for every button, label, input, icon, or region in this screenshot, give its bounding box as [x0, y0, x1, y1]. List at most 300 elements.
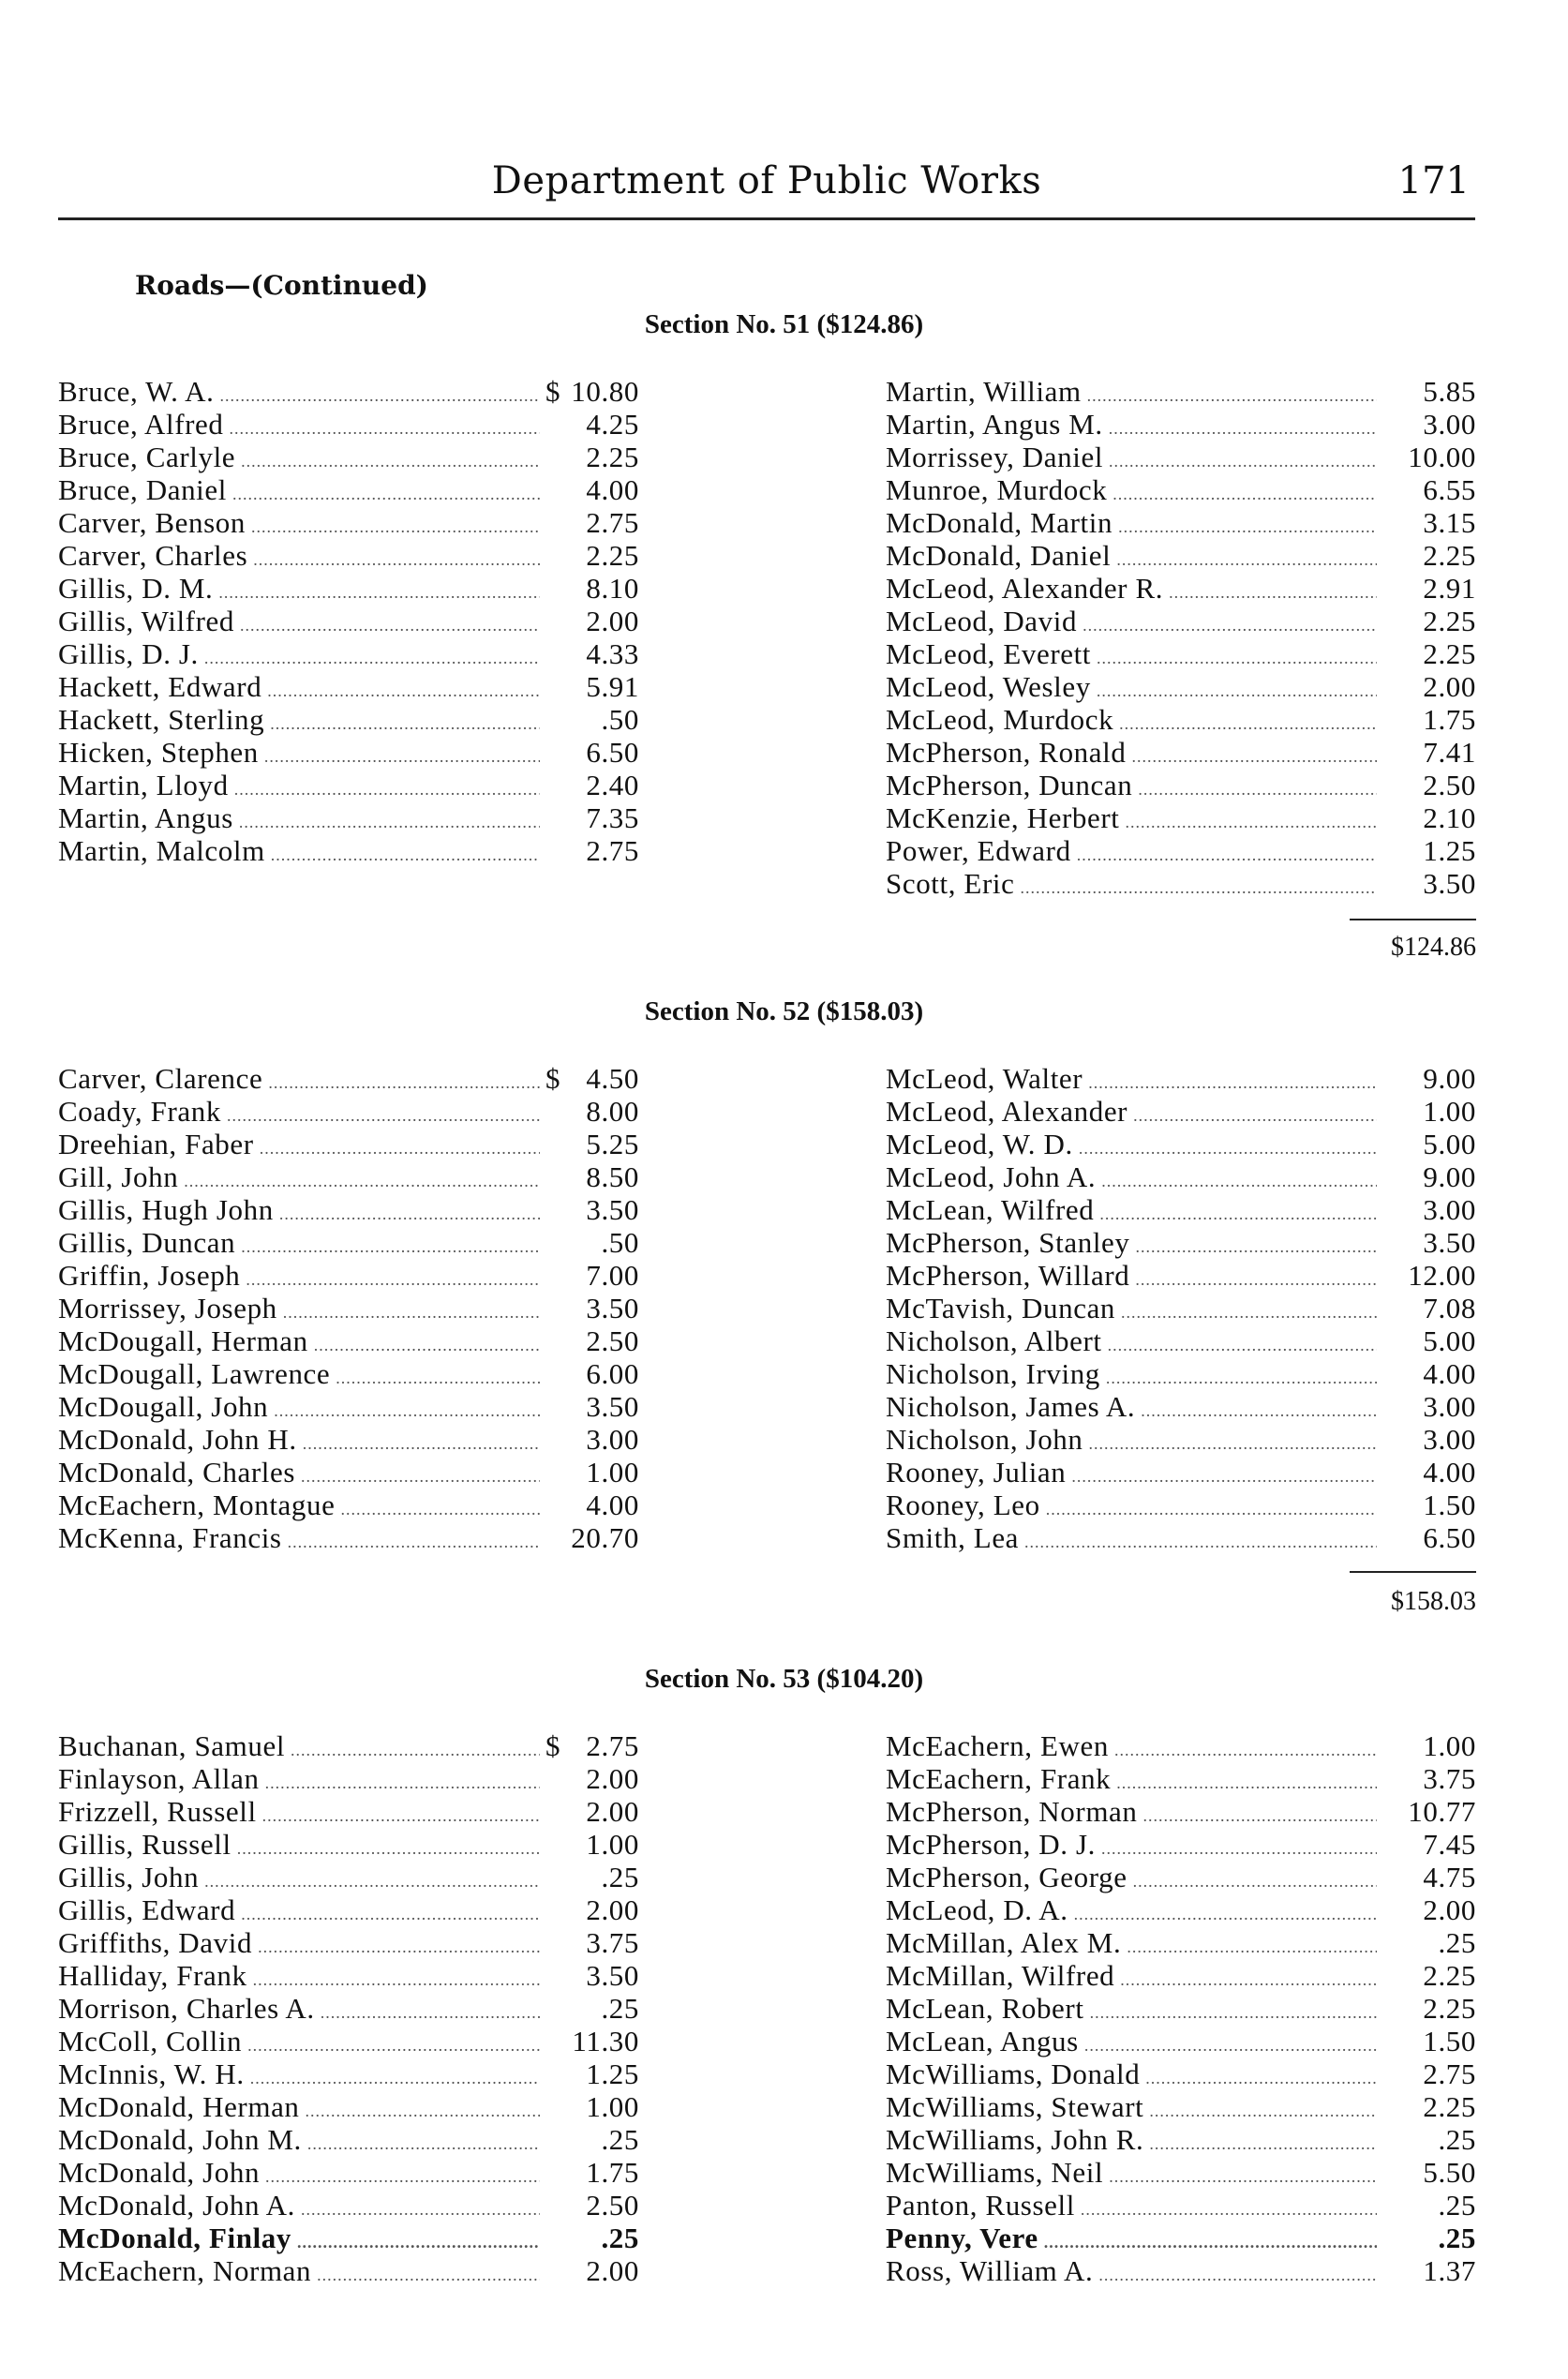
list-item [886, 572, 1476, 605]
leader-dots [1098, 2266, 1377, 2285]
payee-name: Rooney, Leo [886, 1489, 1040, 1521]
leader-dots [340, 1500, 540, 1519]
list-item [886, 1062, 1476, 1095]
amount: 4.00 [1423, 1357, 1476, 1390]
leader-dots [283, 1303, 540, 1323]
amount: 3.00 [1423, 408, 1476, 441]
roads-continued-label: Roads—(Continued) [135, 270, 428, 301]
amount: 3.50 [1423, 867, 1476, 900]
payee-name: Panton, Russell [886, 2189, 1075, 2222]
payee-name: Scott, Eric [886, 867, 1015, 900]
payee-name: Hackett, Edward [58, 670, 262, 703]
payee-name: Smith, Lea [886, 1521, 1020, 1554]
list-item [58, 1992, 639, 2025]
payee-name: Martin, William [886, 375, 1082, 408]
amount: 1.00 [1423, 1095, 1476, 1128]
amount: 2.75 [586, 506, 639, 539]
list-item [58, 2025, 639, 2057]
payee-name: McEachern, Montague [58, 1489, 336, 1521]
leader-dots [1121, 1303, 1377, 1323]
leader-dots [1136, 1237, 1378, 1257]
amount: 1.00 [586, 2090, 639, 2123]
amount: .25 [601, 1861, 639, 1893]
amount: .25 [1438, 2222, 1476, 2254]
payee-name: Bruce, Daniel [58, 473, 227, 506]
currency-sign: $ [545, 1062, 561, 1095]
payee-name: McKenzie, Herbert [886, 801, 1120, 834]
amount: 2.75 [586, 1729, 639, 1762]
list-item [886, 2254, 1476, 2287]
leader-dots [1044, 2233, 1377, 2252]
leader-dots [241, 1237, 540, 1257]
list-item [886, 2222, 1476, 2254]
list-item [58, 1160, 639, 1193]
payee-name: Martin, Lloyd [58, 769, 229, 801]
list-item [58, 1456, 639, 1489]
leader-dots [1089, 1434, 1378, 1454]
leader-dots [1046, 1500, 1377, 1519]
payee-name: McDonald, Finlay [58, 2222, 292, 2254]
list-item [886, 769, 1476, 801]
payee-name: McLeod, David [886, 605, 1078, 637]
amount: 3.00 [1423, 1193, 1476, 1226]
payee-name: McLeod, Alexander R. [886, 572, 1164, 605]
payee-name: Carver, Benson [58, 506, 246, 539]
amount: 6.50 [586, 736, 639, 769]
leader-dots [279, 1204, 540, 1224]
payee-name: Nicholson, John [886, 1423, 1083, 1456]
leader-dots [1097, 649, 1377, 668]
amount: 3.50 [586, 1292, 639, 1324]
amount: 2.00 [586, 1762, 639, 1795]
amount: 11.30 [572, 2025, 639, 2057]
amount: 8.10 [586, 572, 639, 605]
amount: 1.00 [1423, 1729, 1476, 1762]
list-item [58, 2189, 639, 2222]
amount: 6.00 [586, 1357, 639, 1390]
payee-name: McLean, Robert [886, 1992, 1084, 2025]
payee-name: McLeod, John A. [886, 1160, 1097, 1193]
leader-dots [234, 780, 540, 800]
amount: 20.70 [571, 1521, 639, 1554]
leader-dots [184, 1172, 540, 1191]
list-item [58, 1390, 639, 1423]
leader-dots [265, 1773, 540, 1793]
amount: 2.25 [1423, 605, 1476, 637]
list-item [886, 539, 1476, 572]
leader-dots [1077, 845, 1377, 865]
amount: .25 [601, 2123, 639, 2156]
list-item [886, 1423, 1476, 1456]
payee-name: McLeod, W. D. [886, 1128, 1073, 1160]
list-item [886, 637, 1476, 670]
payee-name: McLeod, Everett [886, 637, 1092, 670]
list-item [58, 572, 639, 605]
list-item [886, 1992, 1476, 2025]
leader-dots [270, 714, 540, 734]
amount: 4.00 [586, 473, 639, 506]
amount: 2.50 [586, 2189, 639, 2222]
leader-dots [204, 1872, 540, 1892]
amount: 5.91 [586, 670, 639, 703]
leader-dots [288, 1533, 540, 1552]
payee-name: McLean, Angus [886, 2025, 1079, 2057]
payee-name: Gillis, Edward [58, 1893, 236, 1926]
amount: 10.80 [571, 375, 639, 408]
leader-dots [258, 1938, 540, 1957]
amount: 5.00 [1423, 1128, 1476, 1160]
right-column [886, 1062, 1476, 1554]
list-item [886, 2090, 1476, 2123]
payee-name: Griffin, Joseph [58, 1259, 241, 1292]
total-rule [1350, 919, 1476, 920]
leader-dots [1074, 1905, 1377, 1924]
amount: 4.33 [586, 637, 639, 670]
payee-name: Frizzell, Russell [58, 1795, 257, 1828]
list-item [886, 605, 1476, 637]
list-item [886, 1861, 1476, 1893]
list-item [886, 1324, 1476, 1357]
amount: 2.00 [586, 1893, 639, 1926]
leader-dots [321, 2003, 540, 2023]
list-item [58, 1861, 639, 1893]
list-item [886, 441, 1476, 473]
leader-dots [1113, 485, 1377, 504]
list-item [886, 1729, 1476, 1762]
leader-dots [274, 1401, 540, 1421]
payee-name: Morrissey, Joseph [58, 1292, 277, 1324]
payee-name: Gillis, John [58, 1861, 200, 1893]
payee-name: Martin, Angus [58, 801, 233, 834]
list-item [58, 801, 639, 834]
list-item [886, 473, 1476, 506]
list-item [886, 1357, 1476, 1390]
leader-dots [218, 583, 540, 603]
leader-dots [1099, 1204, 1377, 1224]
list-item [58, 736, 639, 769]
payee-name: McDonald, Daniel [886, 539, 1112, 572]
amount: 2.00 [586, 1795, 639, 1828]
list-item [886, 408, 1476, 441]
list-item [58, 1828, 639, 1861]
payee-name: McEachern, Ewen [886, 1729, 1109, 1762]
amount: .25 [1438, 2189, 1476, 2222]
section-title: Section No. 52 ($158.03) [644, 996, 924, 1026]
list-item [886, 801, 1476, 834]
leader-dots [1081, 2200, 1377, 2220]
leader-dots [1131, 747, 1377, 767]
list-item [58, 1128, 639, 1160]
payee-name: Bruce, Alfred [58, 408, 224, 441]
amount: 7.45 [1423, 1828, 1476, 1861]
list-item [58, 408, 639, 441]
payee-name: Nicholson, James A. [886, 1390, 1136, 1423]
payee-name: McEachern, Norman [58, 2254, 312, 2287]
payee-name: McTavish, Duncan [886, 1292, 1116, 1324]
list-item [58, 1259, 639, 1292]
amount: 2.25 [1423, 2090, 1476, 2123]
leader-dots [1133, 1106, 1377, 1126]
amount: 2.10 [1423, 801, 1476, 834]
payee-name: McLeod, Wesley [886, 670, 1091, 703]
list-item [58, 1729, 639, 1762]
payee-name: McDougall, John [58, 1390, 269, 1423]
amount: 7.08 [1423, 1292, 1476, 1324]
leader-dots [1143, 1806, 1378, 1826]
amount: 9.00 [1423, 1062, 1476, 1095]
leader-dots [1087, 386, 1377, 406]
payee-name: McDonald, John M. [58, 2123, 302, 2156]
amount: 8.00 [586, 1095, 639, 1128]
leader-dots [265, 2167, 540, 2187]
leader-dots [247, 2036, 540, 2056]
amount: 4.50 [586, 1062, 639, 1095]
section-title: Section No. 53 ($104.20) [644, 1664, 924, 1694]
leader-dots [314, 1336, 540, 1355]
leader-dots [1141, 1401, 1377, 1421]
list-item [886, 1795, 1476, 1828]
payee-name: Hackett, Sterling [58, 703, 265, 736]
leader-dots [264, 747, 540, 767]
leader-dots [262, 1806, 540, 1826]
list-item [58, 834, 639, 867]
payee-name: McDonald, John [58, 2156, 261, 2189]
amount: 5.85 [1423, 375, 1476, 408]
leader-dots [1101, 1172, 1377, 1191]
payee-name: Rooney, Julian [886, 1456, 1067, 1489]
payee-name: Morrissey, Daniel [886, 441, 1104, 473]
list-item [886, 1292, 1476, 1324]
list-item [58, 1226, 639, 1259]
amount: 2.25 [586, 441, 639, 473]
payee-name: Bruce, Carlyle [58, 441, 236, 473]
payee-name: Carver, Charles [58, 539, 248, 572]
payee-name: Finlayson, Allan [58, 1762, 260, 1795]
payee-name: McDonald, Charles [58, 1456, 295, 1489]
payee-name: Griffiths, David [58, 1926, 253, 1959]
payee-name: McInnis, W. H. [58, 2057, 245, 2090]
amount: 1.00 [586, 1456, 639, 1489]
leader-dots [239, 813, 540, 832]
list-item [886, 1828, 1476, 1861]
amount: 2.00 [586, 2254, 639, 2287]
leader-dots [220, 386, 541, 406]
amount: 5.00 [1423, 1324, 1476, 1357]
amount: 2.25 [1423, 1992, 1476, 2025]
list-item [58, 539, 639, 572]
leader-dots [1125, 813, 1377, 832]
list-item [58, 1095, 639, 1128]
list-item [886, 1160, 1476, 1193]
leader-dots [1135, 1270, 1377, 1290]
list-item [58, 1357, 639, 1390]
payee-name: McDonald, John H. [58, 1423, 297, 1456]
payee-name: Bruce, W. A. [58, 375, 215, 408]
payee-name: Ross, William A. [886, 2254, 1094, 2287]
leader-dots [267, 681, 540, 701]
list-item [58, 769, 639, 801]
list-item [58, 1423, 639, 1456]
amount: 2.50 [1423, 769, 1476, 801]
list-item [58, 637, 639, 670]
payee-name: Morrison, Charles A. [58, 1992, 315, 2025]
leader-dots [246, 1270, 540, 1290]
amount: 10.77 [1408, 1795, 1476, 1828]
leader-dots [1149, 2102, 1377, 2121]
amount: 1.25 [586, 2057, 639, 2090]
list-item [886, 1521, 1476, 1554]
page-title: Department of Public Works [491, 159, 1042, 202]
leader-dots [204, 649, 540, 668]
payee-name: McPherson, Duncan [886, 769, 1133, 801]
amount: 4.25 [586, 408, 639, 441]
amount: 1.00 [586, 1828, 639, 1861]
left-column [58, 375, 639, 867]
list-item [886, 2057, 1476, 2090]
list-item [58, 2090, 639, 2123]
list-item [58, 2222, 639, 2254]
amount: 2.00 [1423, 1893, 1476, 1926]
left-column [58, 1062, 639, 1554]
list-item [886, 1390, 1476, 1423]
list-item [886, 1095, 1476, 1128]
payee-name: McMillan, Alex M. [886, 1926, 1122, 1959]
payee-name: Coady, Frank [58, 1095, 221, 1128]
amount: 7.41 [1423, 736, 1476, 769]
amount: 3.50 [586, 1959, 639, 1992]
leader-dots [1116, 1773, 1377, 1793]
leader-dots [232, 485, 540, 504]
payee-name: McLeod, Murdock [886, 703, 1114, 736]
list-item [58, 506, 639, 539]
leader-dots [1088, 1073, 1377, 1093]
amount: 1.37 [1423, 2254, 1476, 2287]
leader-dots [1138, 780, 1377, 800]
leader-dots [241, 452, 540, 471]
list-item [886, 834, 1476, 867]
leader-dots [1120, 1970, 1377, 1990]
amount: 4.00 [1423, 1456, 1476, 1489]
list-item [886, 703, 1476, 736]
payee-name: McPherson, George [886, 1861, 1127, 1893]
payee-name: Gillis, Wilfred [58, 605, 234, 637]
amount: 2.25 [1423, 1959, 1476, 1992]
payee-name: Penny, Vere [886, 2222, 1038, 2254]
list-item [886, 2123, 1476, 2156]
leader-dots [1071, 1467, 1377, 1487]
payee-name: Gillis, Duncan [58, 1226, 236, 1259]
amount: 3.00 [1423, 1390, 1476, 1423]
list-item [58, 605, 639, 637]
section-title: Section No. 51 ($124.86) [644, 309, 924, 339]
payee-name: McMillan, Wilfred [886, 1959, 1115, 1992]
list-item [58, 2156, 639, 2189]
list-item [58, 2123, 639, 2156]
payee-name: McPherson, Stanley [886, 1226, 1130, 1259]
payee-name: McDonald, Herman [58, 2090, 300, 2123]
amount: 2.91 [1423, 572, 1476, 605]
amount: .25 [601, 1992, 639, 2025]
payee-name: McDougall, Herman [58, 1324, 308, 1357]
amount: 2.00 [1423, 670, 1476, 703]
total-rule [1350, 1571, 1476, 1573]
amount: 7.35 [586, 801, 639, 834]
amount: 2.25 [586, 539, 639, 572]
section-total: $124.86 [1391, 933, 1476, 962]
list-item [58, 1324, 639, 1357]
leader-dots [250, 2069, 540, 2088]
amount: 4.75 [1423, 1861, 1476, 1893]
amount: 2.75 [1423, 2057, 1476, 2090]
amount: 2.25 [1423, 539, 1476, 572]
leader-dots [1109, 419, 1377, 439]
amount: .25 [601, 2222, 639, 2254]
list-item [58, 1926, 639, 1959]
list-item [58, 670, 639, 703]
leader-dots [1127, 1938, 1377, 1957]
leader-dots [317, 2266, 540, 2285]
payee-name: McPherson, Norman [886, 1795, 1138, 1828]
list-item [886, 867, 1476, 900]
leader-dots [1079, 1139, 1377, 1159]
leader-dots [1109, 2167, 1377, 2187]
payee-name: McLeod, Alexander [886, 1095, 1128, 1128]
leader-dots [253, 550, 540, 570]
payee-name: Power, Edward [886, 834, 1071, 867]
amount: 3.00 [1423, 1423, 1476, 1456]
payee-name: Martin, Angus M. [886, 408, 1103, 441]
amount: 2.25 [1423, 637, 1476, 670]
payee-name: Gillis, D. M. [58, 572, 214, 605]
payee-name: McEachern, Frank [886, 1762, 1112, 1795]
right-column [886, 375, 1476, 900]
leader-dots [1145, 2069, 1377, 2088]
amount: .25 [1438, 1926, 1476, 1959]
leader-dots [291, 1741, 540, 1760]
leader-dots [260, 1139, 540, 1159]
leader-dots [1118, 517, 1377, 537]
list-item [58, 1959, 639, 1992]
payee-name: McDonald, Martin [886, 506, 1113, 539]
list-item [886, 375, 1476, 408]
amount: 10.00 [1408, 441, 1476, 473]
list-item [886, 1193, 1476, 1226]
amount: 3.75 [1423, 1762, 1476, 1795]
amount: 2.50 [586, 1324, 639, 1357]
list-item [58, 441, 639, 473]
currency-sign: $ [545, 1729, 561, 1762]
payee-name: Munroe, Murdock [886, 473, 1108, 506]
page-header [58, 159, 1475, 220]
leader-dots [303, 1434, 540, 1454]
amount: 5.50 [1423, 2156, 1476, 2189]
leader-dots [1149, 2134, 1377, 2154]
amount: 5.25 [586, 1128, 639, 1160]
leader-dots [306, 2102, 540, 2121]
list-item [886, 1489, 1476, 1521]
list-item [886, 1456, 1476, 1489]
list-item [58, 2057, 639, 2090]
leader-dots [1084, 2036, 1377, 2056]
leader-dots [301, 2200, 540, 2220]
amount: 3.50 [586, 1193, 639, 1226]
list-item [886, 1128, 1476, 1160]
leader-dots [307, 2134, 540, 2154]
leader-dots [268, 1073, 540, 1093]
list-item [886, 670, 1476, 703]
leader-dots [1024, 1533, 1377, 1552]
list-item [886, 2156, 1476, 2189]
